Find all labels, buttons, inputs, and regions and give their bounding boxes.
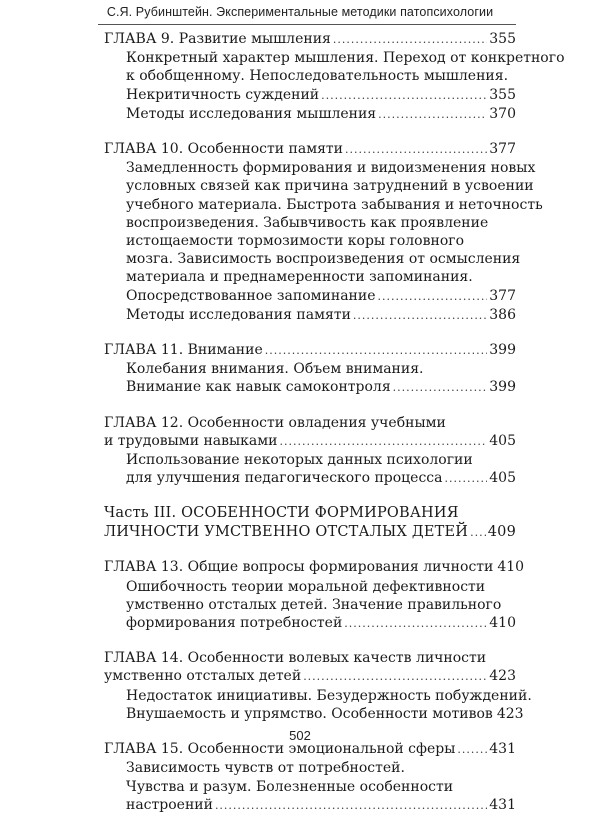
toc-page-number: 410	[497, 559, 525, 576]
toc-entry-subline	[104, 196, 543, 214]
dot-leader	[445, 470, 488, 488]
toc-entry-subline	[104, 360, 516, 378]
dot-leader	[345, 141, 487, 159]
toc-entry-text: Зависимость чувств от потребностей.	[126, 760, 405, 777]
section-gap	[104, 633, 516, 649]
toc-page-number: 355	[489, 86, 516, 103]
toc-section	[104, 740, 516, 815]
toc-entry-subline	[104, 778, 516, 796]
toc-page-number: 370	[489, 105, 516, 122]
toc-entry-text: к обобщенному. Непоследовательность мышления.	[126, 68, 509, 85]
dot-leader	[265, 342, 488, 360]
toc-page-number: 405	[489, 470, 516, 487]
toc-entry-text: Использование некоторых данных психологии	[126, 452, 473, 469]
running-header	[0, 0, 600, 26]
toc-entry-text: для улучшения педагогического процесса	[126, 470, 443, 487]
toc-section	[104, 341, 516, 398]
toc-entry-heading	[104, 30, 516, 49]
toc-page-number: 399	[489, 342, 516, 359]
toc-page-number: 423	[489, 668, 516, 685]
page-number: 502	[289, 728, 311, 743]
toc-entry-subline	[104, 250, 521, 268]
toc-entry-text: ГЛАВА 14. Особенности волевых качеств личности	[104, 650, 487, 667]
toc-entry-subline	[104, 49, 565, 67]
dot-leader	[393, 379, 488, 397]
toc-page-number: 399	[489, 379, 516, 396]
toc-entry-text: Внушаемость и упрямство. Особенности мотивов	[126, 705, 493, 722]
toc-entry-subline	[104, 596, 516, 614]
toc-entry-subline	[104, 268, 516, 286]
toc-page-number: 431	[489, 796, 516, 813]
toc-entry-heading	[104, 414, 516, 432]
toc-page-number: 423	[496, 705, 524, 722]
toc-entry-text: Методы исследования мышления	[126, 105, 377, 122]
toc-entry-heading	[104, 504, 516, 523]
toc-entry-text: Опосредствованное запоминание	[126, 287, 376, 304]
toc-section	[104, 649, 532, 724]
toc-entry-subline	[104, 614, 516, 633]
toc-entry-subline	[104, 578, 516, 596]
toc-entry-text: Чувства и разум. Болезненные особенности	[126, 778, 454, 795]
toc-entry-heading	[104, 523, 516, 542]
toc-page-number: 355	[489, 31, 516, 47]
toc-entry-text: Методы исследования памяти	[126, 306, 351, 323]
toc-entry-text: Недостаток инициативы. Безудержность побуждений.	[126, 687, 532, 704]
toc-page-number: 405	[489, 432, 516, 449]
toc-entry-text: истощаемости тормозимости коры головного	[126, 233, 465, 250]
section-gap	[104, 488, 516, 504]
toc-entry-text: ГЛАВА 15. Особенности эмоциональной сферы	[104, 741, 456, 758]
toc-entry-heading	[104, 432, 516, 451]
section-gap	[104, 325, 516, 341]
toc-section	[104, 30, 565, 124]
toc-entry-text: Внимание как навык самоконтроля	[126, 379, 391, 396]
header-rule	[98, 24, 516, 25]
toc-entry-subline	[104, 306, 516, 325]
toc-entry-subline	[104, 378, 516, 397]
dot-leader	[280, 433, 488, 451]
dot-leader	[470, 523, 486, 542]
dot-leader	[333, 31, 487, 49]
toc-page-number: 386	[489, 306, 516, 323]
toc-entry-text: Колебания внимания. Объем внимания.	[126, 361, 424, 378]
toc-entry-heading	[104, 649, 516, 667]
toc-page-number: 377	[489, 287, 516, 304]
table-of-contents	[104, 30, 565, 815]
section-gap	[104, 124, 516, 140]
dot-leader	[215, 797, 487, 815]
toc-entry-subline	[104, 469, 516, 488]
toc-entry-text: настроений	[126, 796, 213, 813]
dot-leader	[377, 288, 487, 306]
toc-entry-text: ГЛАВА 13. Общие вопросы формирования личности	[104, 559, 494, 576]
toc-section	[104, 558, 525, 633]
toc-entry-text: ГЛАВА 9. Развитие мышления	[104, 31, 331, 47]
toc-entry-text: умственно отсталых детей	[104, 668, 302, 685]
toc-entry-subline	[104, 796, 516, 815]
toc-entry-subline	[104, 67, 516, 85]
running-header-text: С.Я. Рубинштейн. Экспериментальные методики патопсихологии	[106, 5, 494, 19]
toc-entry-subline	[104, 451, 516, 469]
toc-entry-heading	[104, 341, 516, 360]
toc-entry-text: ГЛАВА 11. Внимание	[104, 342, 263, 359]
toc-entry-text: Некритичность суждений	[126, 86, 320, 103]
toc-page-number: 377	[489, 141, 516, 158]
toc-entry-text: материала и преднамеренности запоминания.	[126, 269, 473, 286]
toc-entry-subline	[104, 105, 516, 124]
section-gap	[104, 542, 516, 558]
toc-entry-text: условных связей как причина затруднений в усвоении	[126, 178, 534, 195]
section-gap	[104, 398, 516, 414]
toc-entry-text: учебного материала. Быстрота забывания и неточность	[126, 196, 543, 213]
toc-entry-text: ЛИЧНОСТИ УМСТВЕННО ОТСТАЛЫХ ДЕТЕЙ	[104, 524, 469, 541]
toc-entry-text: Замедленность формирования и видоизменения новых	[126, 160, 536, 177]
toc-section	[104, 414, 516, 489]
toc-entry-text: формирования потребностей	[126, 615, 343, 632]
dot-leader	[457, 741, 487, 759]
toc-entry-text: ГЛАВА 12. Особенности овладения учебными	[104, 414, 446, 431]
toc-entry-text: Ошибочность теории моральной дефективности	[126, 578, 486, 595]
toc-entry-subline	[104, 86, 516, 105]
toc-page-number: 431	[489, 741, 516, 758]
toc-entry-subline	[104, 159, 536, 177]
toc-entry-subline	[104, 705, 524, 724]
toc-entry-text: Конкретный характер мышления. Переход от конкретного	[126, 50, 565, 67]
toc-entry-subline	[104, 759, 516, 777]
dot-leader	[321, 87, 487, 105]
dot-leader	[344, 615, 487, 633]
toc-entry-heading	[104, 558, 525, 577]
dot-leader	[303, 668, 487, 686]
toc-entry-heading	[104, 667, 516, 686]
toc-entry-subline	[104, 177, 534, 195]
toc-section	[104, 504, 516, 542]
toc-entry-text: мозга. Зависимость воспроизведения от осмысления	[126, 251, 521, 268]
toc-entry-subline	[104, 214, 516, 232]
toc-entry-text: умственно отсталых детей. Значение правильного	[126, 596, 502, 613]
toc-entry-text: Часть III. ОСОБЕННОСТИ ФОРМИРОВАНИЯ	[104, 505, 459, 522]
toc-entry-heading	[104, 140, 516, 159]
toc-entry-text: ГЛАВА 10. Особенности памяти	[104, 141, 344, 158]
dot-leader	[353, 307, 487, 325]
toc-page-number: 409	[487, 524, 516, 541]
toc-entry-subline	[104, 232, 516, 250]
toc-entry-subline	[104, 287, 516, 306]
toc-page-number: 410	[489, 615, 516, 632]
dot-leader	[378, 106, 487, 124]
toc-entry-subline	[104, 687, 532, 705]
toc-entry-text: воспроизведения. Забывчивость как проявление	[126, 214, 489, 231]
toc-section	[104, 140, 543, 325]
toc-entry-text: и трудовыми навыками	[104, 432, 278, 449]
